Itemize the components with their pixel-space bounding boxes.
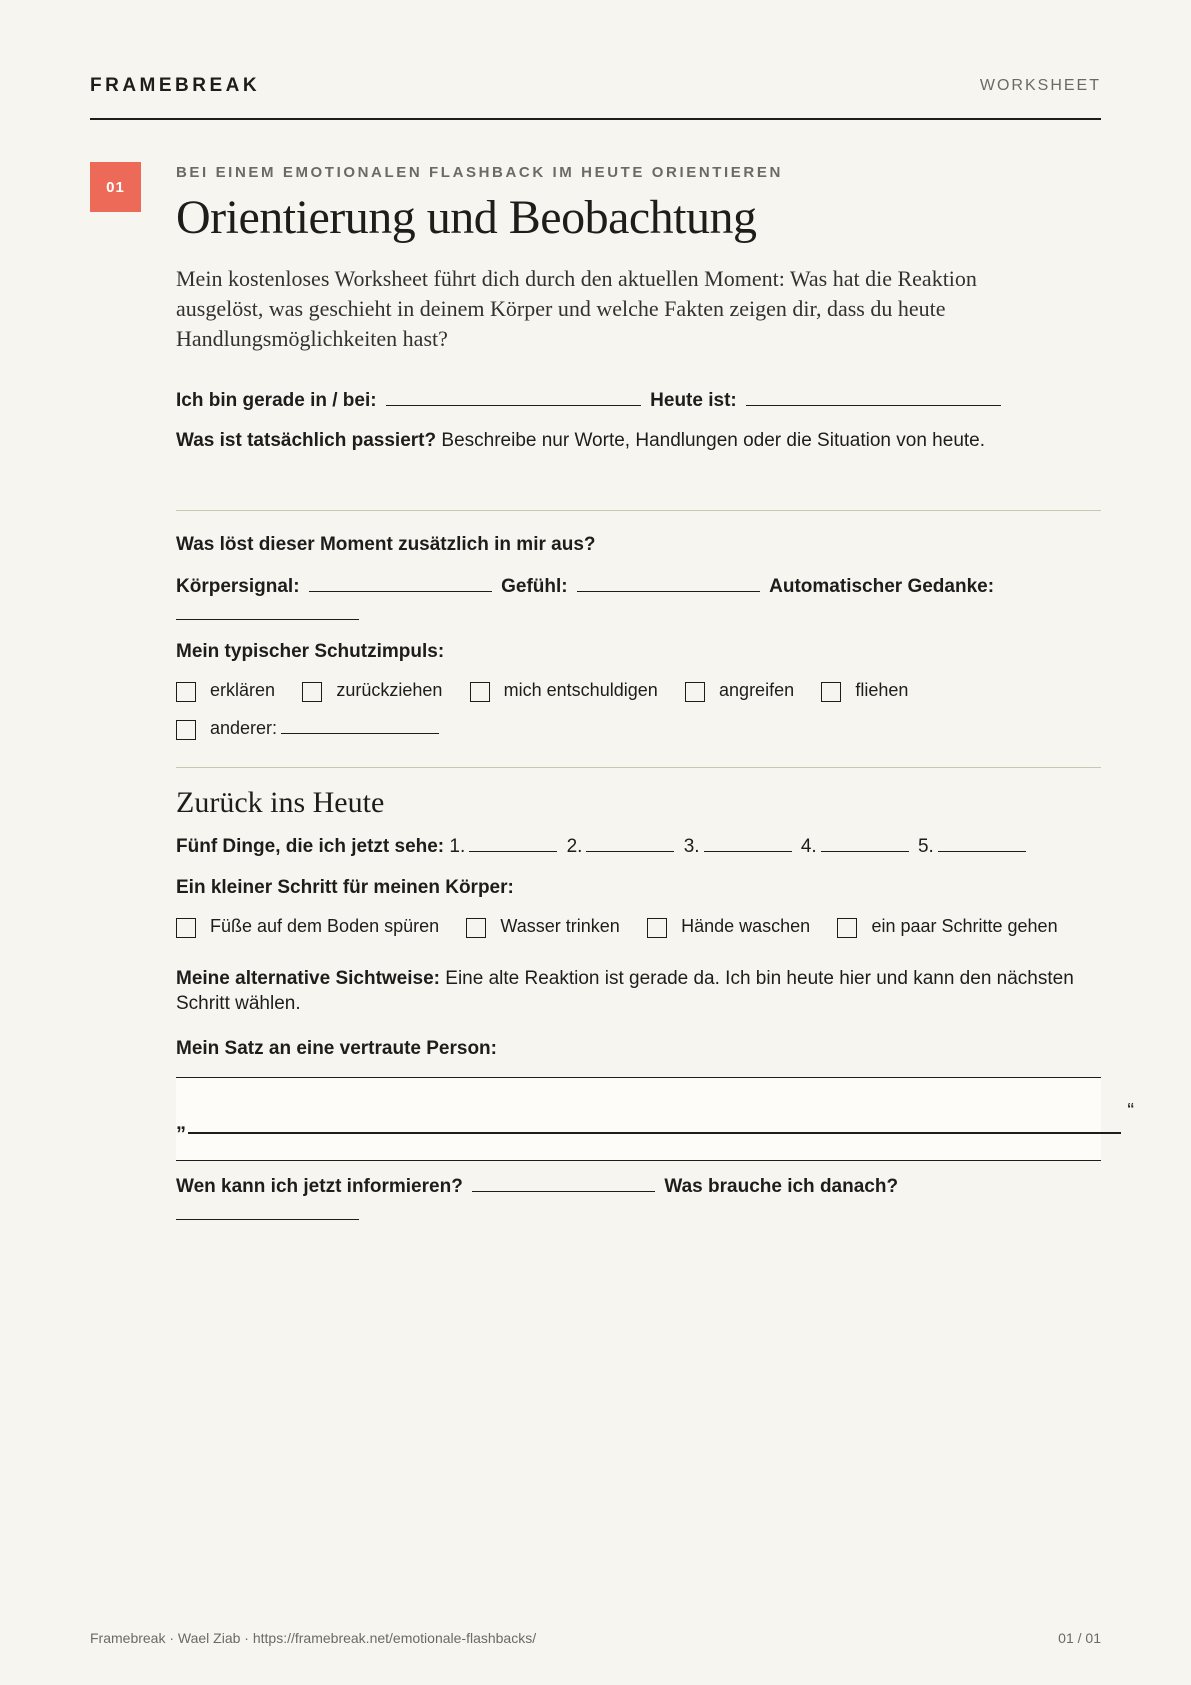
body-signal-label: Körpersignal:	[176, 576, 300, 597]
body-step-row	[176, 877, 514, 899]
thing-field[interactable]	[938, 850, 1026, 852]
alt-view-label: Meine alternative Sichtweise:	[176, 968, 440, 989]
page-title: Orientierung und Beobachtung	[176, 191, 757, 244]
body-step-label: Ein kleiner Schritt für meinen Körper:	[176, 877, 514, 898]
triggers-row	[176, 534, 596, 556]
inform-row	[176, 1176, 898, 1198]
need-label: Was brauche ich danach?	[664, 1176, 899, 1197]
impulse-option[interactable]: angreifen	[685, 680, 794, 702]
checkbox[interactable]	[821, 682, 841, 702]
inform-label: Wen kann ich jetzt informieren?	[176, 1176, 463, 1197]
quote-box[interactable]	[176, 1077, 1101, 1161]
page-footer	[90, 1630, 1101, 1646]
location-field[interactable]	[386, 404, 641, 406]
checkbox[interactable]	[176, 682, 196, 702]
body-option[interactable]: Wasser trinken	[466, 916, 619, 938]
quote-open-mark: „	[176, 1112, 186, 1134]
thing-field[interactable]	[704, 850, 792, 852]
need-field-row	[176, 1204, 363, 1226]
thing-field[interactable]	[821, 850, 909, 852]
five-things-row: Fünf Dinge, die ich jetzt sehe: 1. 2. 3. 4. 5.	[176, 836, 1030, 858]
today-label: Heute ist:	[650, 390, 737, 411]
checkbox[interactable]	[176, 720, 196, 740]
alt-view-row	[176, 966, 1101, 1016]
checkbox[interactable]	[466, 918, 486, 938]
body-option[interactable]: Hände waschen	[647, 916, 810, 938]
need-field[interactable]	[176, 1218, 359, 1220]
impulse-row	[176, 641, 444, 663]
page-number: 01 / 01	[1058, 1630, 1101, 1646]
impulse-option[interactable]: mich entschuldigen	[470, 680, 658, 702]
thought-field-row	[176, 604, 363, 626]
alt-view-text: Eine alte Reaktion ist gerade da. Ich bin heute hier und kann den nächsten Schritt wählen.	[176, 968, 1074, 1014]
checkbox[interactable]	[685, 682, 705, 702]
feeling-label: Gefühl:	[501, 576, 568, 597]
thought-field[interactable]	[176, 618, 359, 620]
checkbox[interactable]	[470, 682, 490, 702]
checkbox[interactable]	[176, 918, 196, 938]
checkbox[interactable]	[302, 682, 322, 702]
body-signal-field[interactable]	[309, 590, 492, 592]
thing-field[interactable]	[586, 850, 674, 852]
today-field[interactable]	[746, 404, 1001, 406]
footer-credit: Framebreak · Wael Ziab · https://framebreak.net/emotionale-flashbacks/	[90, 1630, 537, 1646]
document-type: WORKSHEET	[979, 77, 1101, 94]
impulse-option[interactable]: erklären	[176, 680, 275, 702]
page-header	[90, 60, 1101, 120]
checkbox[interactable]	[837, 918, 857, 938]
impulse-label: Mein typischer Schutzimpuls:	[176, 641, 445, 662]
location-label: Ich bin gerade in / bei:	[176, 390, 377, 411]
impulse-other-row	[176, 718, 465, 740]
quote-close-mark: “	[1127, 1100, 1134, 1122]
quote-field[interactable]	[188, 1132, 1121, 1134]
intro-text: Mein kostenloses Worksheet führt dich durch den aktuellen Moment: Was hat die Reaktion ausgelöst, was geschieht in deinem Körper und welche Fakten zeigen dir, dass du heute Handlungsmöglichkeiten hast?	[176, 266, 977, 351]
thing-field[interactable]	[469, 850, 557, 852]
signals-row	[176, 576, 994, 598]
thought-label: Automatischer Gedanke:	[769, 576, 995, 597]
body-option[interactable]: Füße auf dem Boden spüren	[176, 916, 439, 938]
inform-field[interactable]	[472, 1190, 655, 1192]
triggers-label: Was löst dieser Moment zusätzlich in mir aus?	[176, 534, 596, 555]
brand-logo: FRAMEBREAK	[90, 75, 261, 96]
sentence-label: Mein Satz an eine vertraute Person:	[176, 1038, 497, 1059]
impulse-option[interactable]: zurückziehen	[302, 680, 442, 702]
location-date-row	[176, 390, 1005, 412]
impulse-other-field[interactable]	[281, 732, 439, 734]
impulse-option[interactable]: fliehen	[821, 680, 908, 702]
happened-hint: Beschreibe nur Worte, Handlungen oder die Situation von heute.	[441, 430, 986, 451]
checkbox[interactable]	[647, 918, 667, 938]
happened-row	[176, 430, 985, 452]
body-option[interactable]: ein paar Schritte gehen	[837, 916, 1057, 938]
impulse-option-other[interactable]: anderer:	[176, 718, 443, 740]
divider	[176, 510, 1101, 511]
section-title: Zurück ins Heute	[176, 786, 385, 819]
body-options	[176, 916, 1080, 938]
divider	[176, 767, 1101, 768]
feeling-field[interactable]	[577, 590, 760, 592]
five-things-label: Fünf Dinge, die ich jetzt sehe:	[176, 836, 445, 857]
section-number-badge: 01	[90, 162, 141, 212]
kicker: BEI EINEM EMOTIONALEN FLASHBACK IM HEUTE ORIENTIEREN	[176, 164, 783, 181]
sentence-row	[176, 1038, 497, 1060]
happened-label: Was ist tatsächlich passiert?	[176, 430, 437, 451]
impulse-options	[176, 680, 930, 702]
